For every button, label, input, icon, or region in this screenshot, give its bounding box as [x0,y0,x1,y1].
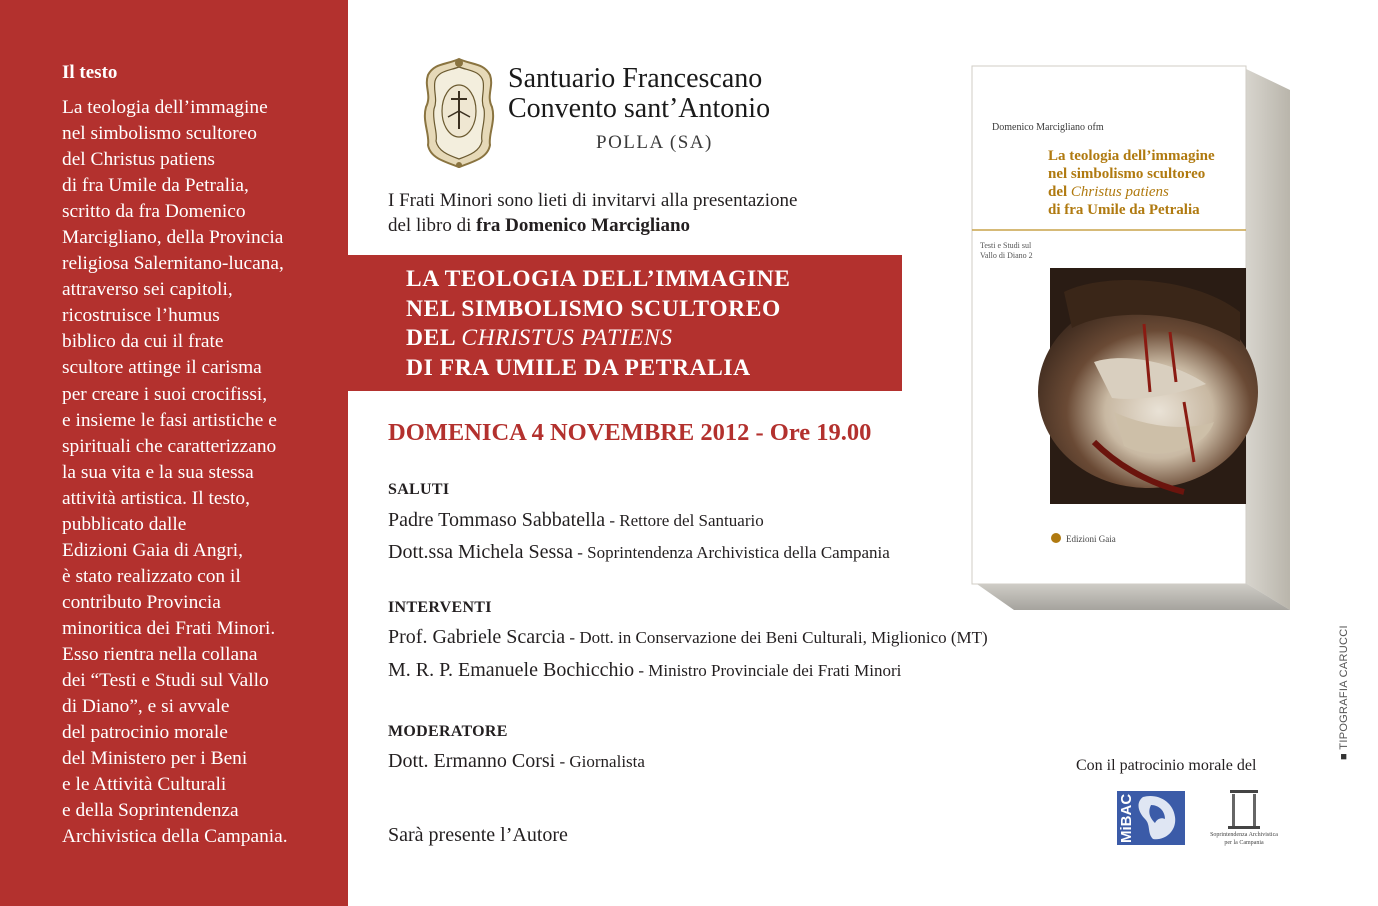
book-title [406,265,791,383]
section-heading-moderatore: MODERATORE [388,723,508,740]
sidebar-line: scultore attinge il carisma [62,357,262,379]
institution-line-1: Santuario Francescano [508,63,763,94]
speaker-separator: - [572,543,588,562]
mibac-label: MiBAC [1118,793,1135,843]
speaker-name: Prof. Gabriele Scarcia [388,626,566,648]
sidebar-line: Archivistica della Campania. [62,826,288,848]
book-title-line-2: NEL SIMBOLISMO SCULTOREO [406,295,781,322]
archive-line-2: per la Campania [1224,840,1264,846]
printer-credit-text: TIPOGRAFIA CARUCCI [1338,625,1350,750]
sidebar-line: e le Attività Culturali [62,774,227,796]
sidebar-line: di Diano”, e si avvale [62,696,230,718]
institution-line-2: Convento sant’Antonio [508,93,771,124]
speaker-role: Rettore del Santuario [619,511,764,530]
book-title-line-3-italic: CHRISTUS PATIENS [461,325,673,351]
speaker-role: Soprintendenza Archivistica della Campania [587,543,890,562]
cover-title-line-3 [1048,184,1169,200]
sidebar-line: è stato realizzato con il [62,565,241,587]
invitation-line-1: I Frati Minori sono lieti di invitarvi alla presentazione [388,190,798,211]
sidebar-line: religiosa Salernitano-lucana, [62,253,284,275]
section-heading-interventi: INTERVENTI [388,599,492,616]
sidebar-line: attraverso sei capitoli, [62,279,233,301]
cover-title-line-2: nel simbolismo scultoreo [1048,166,1206,182]
sidebar-line: la sua vita e la sua stessa [62,461,254,483]
institution-name [508,64,770,124]
sidebar-line: e della Soprintendenza [62,800,239,822]
cover-author: Domenico Marcigliano ofm [992,122,1104,133]
sidebar-line: scritto da fra Domenico [62,201,246,223]
section-heading-saluti: SALUTI [388,481,450,498]
sidebar-line: Marcigliano, della Provincia [62,227,284,249]
speaker-separator: - [555,752,570,771]
sidebar-line: La teologia dell’immagine [62,97,268,118]
franciscan-seal-icon [422,55,496,170]
book-title-line-4: DI FRA UMILE DA PETRALIA [406,354,751,381]
speaker-separator: - [605,511,620,530]
sidebar-title: Il testo [62,62,118,83]
archive-line-1: Soprintendenza Archivistica [1210,832,1278,838]
speaker-role: Ministro Provinciale dei Frati Minori [648,661,902,680]
sidebar-line: e insieme le fasi artistiche e [62,409,277,431]
sidebar-line: attività artistica. Il testo, [62,487,250,509]
speaker-row [388,750,645,773]
sidebar-line: del patrocinio morale [62,722,228,744]
mibac-logo-icon [1117,791,1185,845]
cover-title-line-3-prefix: del [1048,184,1071,200]
sidebar-line: per creare i suoi crocifissi, [62,383,268,405]
speaker-name: Dott.ssa Michela Sessa [388,541,573,563]
cover-title-line-1: La teologia dell’immagine [1048,148,1215,164]
sidebar-line: del Christus patiens [62,149,215,171]
cover-publisher: Edizioni Gaia [1066,534,1116,544]
speaker-separator: - [565,628,580,647]
patronage-text: Con il patrocinio morale del [1076,757,1257,774]
cover-series-line-1: Testi e Studi sul [980,241,1032,250]
archive-logo-icon [1198,786,1290,846]
closing-note: Sarà presente l’Autore [388,824,568,846]
sidebar-line: nel simbolismo scultoreo [62,123,257,145]
speaker-separator: - [634,661,649,680]
speaker-role: Giornalista [569,752,645,771]
speaker-row [388,659,901,682]
invitation-line-2 [388,213,797,238]
book-title-line-3-prefix: DEL [406,325,462,351]
cover-title-line-3-italic: Christus patiens [1070,184,1169,200]
sidebar-line: Edizioni Gaia di Angri, [62,539,243,561]
sidebar-line: di fra Umile da Petralia, [62,175,249,197]
institution-place: POLLA (SA) [596,132,713,153]
sidebar-panel [0,0,348,906]
book-cover-image [944,62,1300,614]
sidebar-line: spirituali che caratterizzano [62,435,277,457]
cover-title-line-4: di fra Umile da Petralia [1048,202,1200,218]
invitation-prefix: del libro di [388,215,477,236]
invitation-author: fra Domenico Marcigliano [476,215,691,236]
sidebar-line: del Ministero per i Beni [62,748,248,770]
speaker-name: Dott. Ermanno Corsi [388,750,556,772]
sidebar-line: ricostruisce l’humus [62,305,220,327]
sidebar-line: pubblicato dalle [62,513,187,535]
sidebar-line: minoritica dei Frati Minori. [62,617,276,639]
book-title-line-1: LA TEOLOGIA DELL’IMMAGINE [406,266,791,292]
speaker-role: Dott. in Conservazione dei Beni Culturali, Miglionico (MT) [579,628,988,647]
printer-logo-icon: ■ [1338,749,1350,760]
printer-credit [1338,625,1350,760]
invitation-text [388,188,797,238]
cover-series-line-2: Vallo di Diano 2 [980,251,1033,260]
sidebar-line: dei “Testi e Studi sul Vallo [62,670,269,692]
speaker-row [388,541,890,564]
sidebar-line: Esso rientra nella collana [62,643,258,665]
sidebar-line: contributo Provincia [62,591,221,613]
speaker-name: Padre Tommaso Sabbatella [388,509,606,531]
sidebar-line: biblico da cui il frate [62,331,224,353]
speaker-row [388,509,764,532]
sidebar-description [62,95,342,850]
book-title-line-3 [406,324,791,354]
speaker-row [388,626,988,649]
speaker-name: M. R. P. Emanuele Bochicchio [388,659,635,681]
event-date: DOMENICA 4 NOVEMBRE 2012 - Ore 19.00 [388,419,872,446]
